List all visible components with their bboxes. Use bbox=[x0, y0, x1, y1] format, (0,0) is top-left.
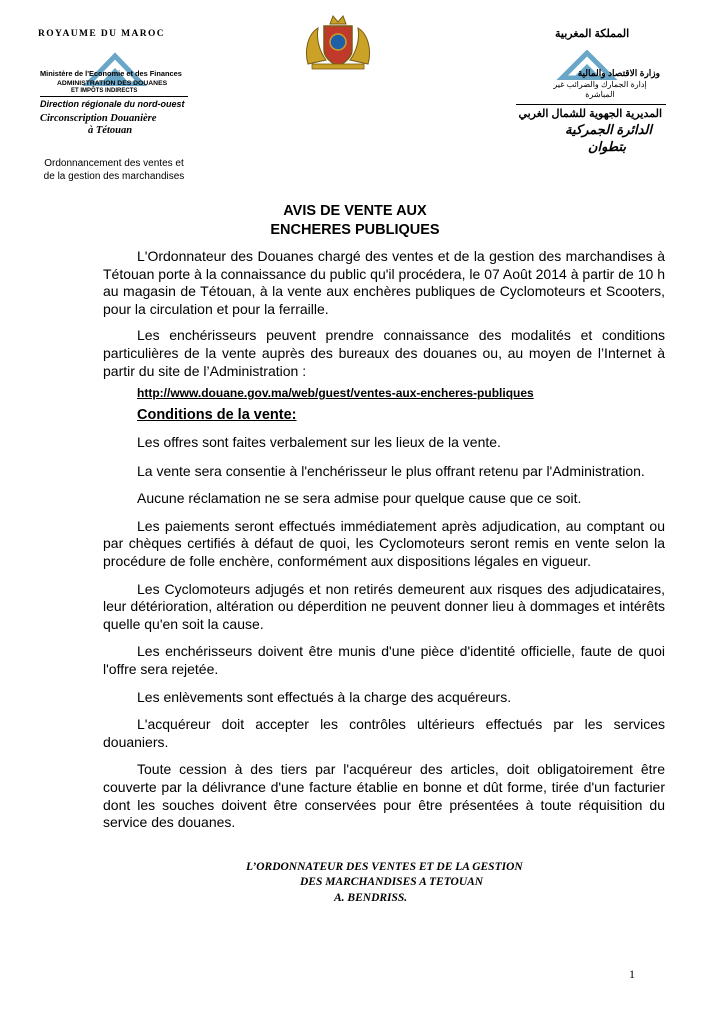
customs-logo-right bbox=[512, 50, 672, 160]
kingdom-label: ROYAUME DU MAROC bbox=[38, 29, 166, 39]
notice-title bbox=[150, 202, 560, 240]
arabic-direction-label: المديرية الجهوية للشمال الغربي bbox=[518, 108, 662, 120]
notice-title-line1: AVIS DE VENTE AUX bbox=[283, 203, 427, 219]
condition-item: Aucune réclamation ne se sera admise pour quelque cause que ce soit. bbox=[137, 490, 582, 507]
conditions-list bbox=[103, 434, 665, 832]
condition-item: Les enchérisseurs doivent être munis d'une pièce d'identité officielle, faute de quoi l'offre sera rejetée. bbox=[103, 643, 665, 677]
ministry-label: Ministère de l'Economie et des Finances bbox=[40, 69, 182, 78]
signature-title-2: DES MARCHANDISES A TETOUAN bbox=[300, 876, 484, 888]
direction-label: Direction régionale du nord-ouest bbox=[40, 99, 185, 109]
condition-item: Les offres sont faites verbalement sur les lieux de la vente. bbox=[137, 434, 501, 450]
website-link[interactable]: http://www.douane.gov.ma/web/guest/ventes-aux-encheres-publiques bbox=[137, 386, 534, 400]
signature-name: A. BENDRISS. bbox=[334, 892, 408, 904]
header-divider bbox=[40, 96, 188, 97]
arabic-ministry-label: وزارة الاقتصاد والمالية bbox=[577, 68, 660, 78]
intro-section bbox=[103, 248, 665, 380]
coat-of-arms-icon bbox=[302, 14, 374, 70]
arabic-kingdom-label: المملكة المغربية bbox=[555, 28, 630, 40]
page-number: 1 bbox=[629, 967, 635, 981]
arabic-circ-label-1: الدائرة الجمركية bbox=[565, 122, 652, 137]
service-subtitle bbox=[34, 157, 194, 183]
condition-item: La vente sera consentie à l'enchérisseur le plus offrant retenu par l'Administration. bbox=[137, 462, 645, 479]
administration-label-2: ET IMPÔTS INDIRECTS bbox=[71, 88, 138, 94]
intro-paragraph-1: L'Ordonnateur des Douanes chargé des ventes et de la gestion des marchandises à Tétouan porte à la connaissance du public qu'il procédera, le 07 Août 2014 à partir de 10 h au magasin de Tétouan, à la vente aux enchères publiques de Cyclomoteurs et Scooters, pour la circulation et pour la ferraille. bbox=[103, 248, 665, 317]
condition-item: Les paiements seront effectués immédiatement après adjudication, au comptant ou par chèques certifiés à défaut de quoi, les Cyclomoteurs seront remis en vente selon la procédure de folle enchère, conformément aux dispositions légales en vigueur. bbox=[103, 517, 665, 569]
circonscription-label-2: à Tétouan bbox=[88, 125, 133, 136]
condition-item: Toute cession à des tiers par l'acquéreur des articles, doit obligatoirement être couverte par la délivrance d'une facture établie en bonne et dût forme, tirée d'un facturier dont les souches doivent être conservées pour être présentées à toute réquisition du service des douanes. bbox=[103, 761, 665, 831]
arabic-divider bbox=[516, 104, 666, 105]
service-subtitle-line1: Ordonnancement des ventes et bbox=[44, 158, 184, 169]
condition-item: L'acquéreur doit accepter les contrôles ultérieurs effectués par les services douaniers. bbox=[103, 716, 665, 750]
service-subtitle-line2: de la gestion des marchandises bbox=[43, 171, 185, 182]
arabic-circ-label-2: بتطوان bbox=[587, 139, 626, 154]
circonscription-label-1: Circonscription Douanière bbox=[40, 113, 157, 124]
conditions-heading: Conditions de la vente: bbox=[137, 407, 297, 423]
notice-title-line2: ENCHERES PUBLIQUES bbox=[270, 222, 440, 238]
condition-item: Les Cyclomoteurs adjugés et non retirés demeurent aux risques des adjudicataires, leur détérioration, altération ou déperdition ne peuvent donner lieu à dommages et intérêts quelle qu'en soit la cause. bbox=[103, 580, 665, 632]
signature-title-1: L’ORDONNATEUR DES VENTES ET DE LA GESTION bbox=[246, 861, 523, 873]
administration-label-1: ADMINISTRATION DES DOUANES bbox=[57, 80, 168, 87]
arabic-admin-label: إدارة الجمارك والضرائب غير المباشرة bbox=[553, 80, 647, 99]
customs-logo-left bbox=[40, 52, 190, 142]
intro-paragraph-2: Les enchérisseurs peuvent prendre connaissance des modalités et conditions particulières de la vente auprès des bureaux des douanes ou, au moyen de l’Internet à partir du site de l’Administration : bbox=[103, 327, 665, 379]
condition-item: Les enlèvements sont effectués à la charge des acquéreurs. bbox=[137, 688, 512, 705]
